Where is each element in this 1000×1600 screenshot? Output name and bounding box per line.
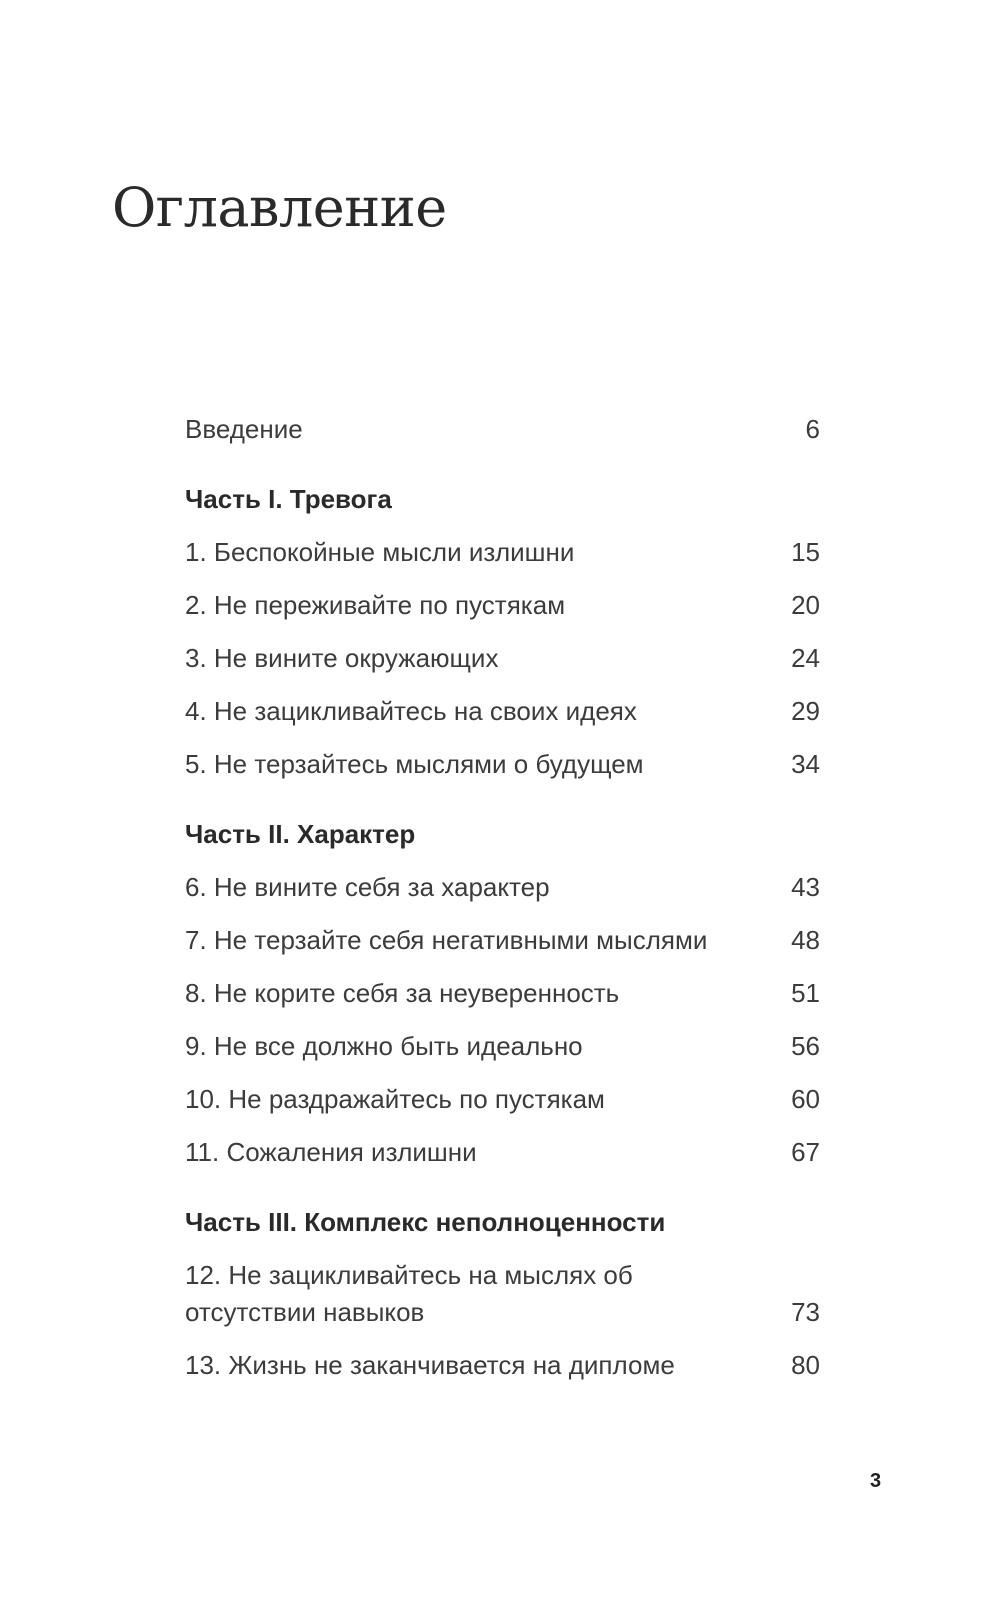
table-of-contents [185,403,820,1392]
toc-entry-label: 2. Не переживайте по пустякам [185,590,566,620]
toc-entry-page: 34 [791,749,820,779]
part-heading: Часть III. Комплекс неполноценности [185,1207,666,1237]
toc-entry-page: 56 [791,1031,820,1061]
toc-entry [185,1249,820,1339]
toc-entry-label: 8. Не корите себя за неуверенность [185,978,620,1008]
toc-entry [185,579,820,632]
toc-entry-page: 80 [791,1350,820,1380]
toc-entry-page: 67 [791,1137,820,1167]
toc-entry-label: 5. Не терзайтесь мыслями о будущем [185,749,644,779]
toc-entry-page: 24 [791,643,820,673]
toc-entry-page: 15 [791,537,820,567]
toc-entry-label: 6. Не вините себя за характер [185,872,550,902]
toc-entry [185,526,820,579]
toc-entry-page: 29 [791,696,820,726]
toc-entry-page: 48 [791,925,820,955]
toc-entry-label: 10. Не раздражайтесь по пустякам [185,1084,605,1114]
toc-entry [185,914,820,967]
toc-entry-label: 9. Не все должно быть идеально [185,1031,583,1061]
toc-entry [185,632,820,685]
page-number: 3 [870,1470,882,1492]
page-title: Оглавление [112,176,447,239]
toc-entry-page: 20 [791,590,820,620]
toc-entry-label: Введение [185,414,303,444]
toc-entry-page: 60 [791,1084,820,1114]
toc-entry [185,1020,820,1073]
toc-entry [185,1126,820,1179]
toc-entry-label: 7. Не терзайте себя негативными мыслями [185,925,708,955]
toc-entry-label: 4. Не зацикливайтесь на своих идеях [185,696,637,726]
toc-entry [185,685,820,738]
toc-entry-label: 12. Не зацикливайтесь на мыслях об отсутствии навыков [185,1260,633,1327]
part-heading: Часть I. Тревога [185,484,392,514]
toc-entry-label: 1. Беспокойные мысли излишни [185,537,575,567]
toc-entry [185,1073,820,1126]
toc-entry-label: 11. Сожаления излишни [185,1137,477,1167]
toc-entry-page: 51 [791,978,820,1008]
toc-entry [185,1339,820,1392]
toc-entry-intro [185,403,820,456]
toc-entry-label: 3. Не вините окружающих [185,643,499,673]
part-heading: Часть II. Характер [185,819,416,849]
toc-entry-label: 13. Жизнь не заканчивается на дипломе [185,1350,675,1380]
toc-entry-page: 6 [805,414,820,444]
toc-entry-page: 73 [791,1297,820,1327]
toc-entry [185,738,820,791]
toc-entry [185,967,820,1020]
toc-entry [185,861,820,914]
toc-entry-page: 43 [791,872,820,902]
